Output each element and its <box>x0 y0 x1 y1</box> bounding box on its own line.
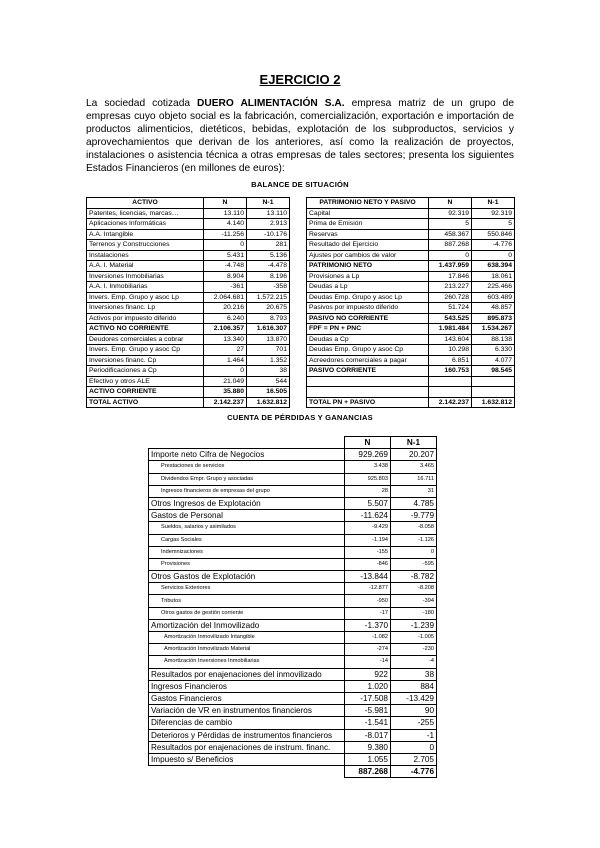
activo-value-n1: 5.136 <box>247 250 290 261</box>
activo-value-n: -361 <box>204 282 247 293</box>
intro-text-post: empresa matriz de un grupo de empresas cuyo objeto social es la fabricación, comercialización, exportación e importación de productos alimenticios, dietéticos, bebidas, explotación de los subproductos, servicios y aprovechamientos que derivan de los anteriores, así como la realización de proyectos, instalaciones o asistencia técnica a otras empresas de tales sectores; presenta los siguientes Estados Financieros (en millones de euros): <box>86 98 514 174</box>
activo-table <box>86 197 290 408</box>
activo-value-n: 35.880 <box>204 387 247 398</box>
pyg-header-n: N <box>345 437 391 449</box>
pyg-row <box>149 668 437 680</box>
pasivo-label-reservas: Reservas <box>307 229 429 240</box>
pasivo-value-n1: 638.394 <box>472 261 515 272</box>
pyg-label-deterioros-y-perdidas-de-instrumentos-financieros: Deterioros y Pérdidas de instrumentos financieros <box>149 729 345 741</box>
pyg-value-n1: -4.776 <box>391 766 437 778</box>
pasivo-value-n: 1.437.959 <box>429 261 472 272</box>
pyg-row <box>149 534 437 546</box>
pyg-label-variacion-de-vr-en-instrumentos-financieros: Variación de VR en instrumentos financieros <box>149 705 345 717</box>
pasivo-label-pasivo-no-corriente: PASIVO NO CORRIENTE <box>307 313 429 324</box>
pyg-row <box>149 741 437 753</box>
pyg-row <box>149 632 437 644</box>
activo-value-n: 0 <box>204 366 247 377</box>
pasivo-value-n: 6.851 <box>429 355 472 366</box>
pyg-label-importe-neto-cifra-de-negocios: Importe neto Cifra de Negocios <box>149 449 345 461</box>
activo-label-inversiones-financ-cp: Inversiones financ. Cp <box>87 355 204 366</box>
pyg-row <box>149 595 437 607</box>
pasivo-row <box>307 324 515 335</box>
activo-value-n1: -4.478 <box>247 261 290 272</box>
activo-row <box>87 282 290 293</box>
pyg-value-n: -1.194 <box>345 534 391 546</box>
pyg-value-n: -155 <box>345 546 391 558</box>
pasivo-value-n1: 1.534.267 <box>472 324 515 335</box>
pasivo-label-total-pn-pasivo: TOTAL PN + PASIVO <box>307 397 429 408</box>
activo-header-n: N <box>204 198 247 209</box>
pyg-value-n: 922 <box>345 668 391 680</box>
activo-value-n: 2.142.237 <box>204 397 247 408</box>
activo-row <box>87 345 290 356</box>
activo-label-patentes-licencias-marcas: Patentes, licencias, marcas… <box>87 208 204 219</box>
pasivo-value-n1: 48.857 <box>472 303 515 314</box>
pyg-label-resultados-por-enajenaciones-del-inmovilizado: Resultados por enajenaciones del inmovilizado <box>149 668 345 680</box>
pyg-value-n: -8.017 <box>345 729 391 741</box>
pyg-value-n: -1.370 <box>345 619 391 631</box>
pyg-label-ingresos-financieros: Ingresos Financieros <box>149 680 345 692</box>
pasivo-value-n: 2.142.237 <box>429 397 472 408</box>
pyg-label-otros-ingresos-de-explotacion: Otros Ingresos de Explotación <box>149 497 345 509</box>
pasivo-value-n1: 1.632.812 <box>472 397 515 408</box>
pasivo-label-deudas-a-lp: Deudas a Lp <box>307 282 429 293</box>
activo-value-n: 2.106.357 <box>204 324 247 335</box>
activo-value-n: 13.110 <box>204 208 247 219</box>
activo-label-inversiones-inmobiliarias: Inversiones Inmobiliarias <box>87 271 204 282</box>
pasivo-label-pasivos-por-impuesto-diferido: Pasivos por impuesto diferido <box>307 303 429 314</box>
pasivo-row <box>307 366 515 377</box>
pasivo-row <box>307 240 515 251</box>
pyg-row <box>149 607 437 619</box>
activo-value-n1: -358 <box>247 282 290 293</box>
pyg-label-otros-gastos-de-explotacion: Otros Gastos de Explotación <box>149 571 345 583</box>
pyg-value-n1: 38 <box>391 668 437 680</box>
pyg-value-n: -17.508 <box>345 692 391 704</box>
pyg-label-gastos-de-personal: Gastos de Personal <box>149 510 345 522</box>
pyg-value-n1: -13.429 <box>391 692 437 704</box>
activo-value-n: 8.904 <box>204 271 247 282</box>
pasivo-label-blank <box>307 387 429 398</box>
pyg-value-n1: -180 <box>391 607 437 619</box>
pyg-value-n: -14 <box>345 656 391 668</box>
pyg-label-otros-gastos-de-gestion-corriente: Otros gastos de gestión corriente <box>149 607 345 619</box>
page-title: EJERCICIO 2 <box>259 72 341 87</box>
pyg-value-n: -950 <box>345 595 391 607</box>
pasivo-value-n1: 98.545 <box>472 366 515 377</box>
pyg-value-n1: 20.207 <box>391 449 437 461</box>
activo-value-n1: 281 <box>247 240 290 251</box>
pyg-label-ingresos-financieros-de-empresas-del-grupo: Ingresos financieros de empresas del grupo <box>149 485 345 497</box>
pasivo-value-n: 160.753 <box>429 366 472 377</box>
pyg-value-n1: -8.782 <box>391 571 437 583</box>
activo-value-n: 5.431 <box>204 250 247 261</box>
pasivo-row <box>307 208 515 219</box>
activo-label-a-a-intangible: A.A. Intangible <box>87 229 204 240</box>
activo-row <box>87 250 290 261</box>
activo-row <box>87 292 290 303</box>
activo-header-label: ACTIVO <box>87 198 204 209</box>
activo-row <box>87 387 290 398</box>
pasivo-value-n: 5 <box>429 219 472 230</box>
pasivo-row <box>307 376 515 387</box>
pasivo-header-label: PATRIMONIO NETO Y PASIVO <box>307 198 429 209</box>
pasivo-value-n1: 5 <box>472 219 515 230</box>
pasivo-label-ajustes-por-cambios-de-valor: Ajustes por cambios de valor <box>307 250 429 261</box>
pasivo-row <box>307 229 515 240</box>
pyg-value-n1: -8.208 <box>391 583 437 595</box>
pyg-row <box>149 644 437 656</box>
activo-value-n: -4.748 <box>204 261 247 272</box>
pyg-row <box>149 558 437 570</box>
pyg-header-n1: N-1 <box>391 437 437 449</box>
activo-label-invers-emp-grupo-y-asoc-lp: Invers. Emp. Grupo y asoc Lp <box>87 292 204 303</box>
pasivo-value-n1 <box>472 387 515 398</box>
pyg-row <box>149 485 437 497</box>
pyg-value-n: 925.803 <box>345 473 391 485</box>
company-name: DUERO ALIMENTACIÓN S.A. <box>197 98 345 109</box>
pyg-label-gastos-financieros: Gastos Financieros <box>149 692 345 704</box>
pyg-value-n: 3.438 <box>345 461 391 473</box>
pyg-label-amortizacion-del-inmovilizado: Amortización del Inmovilizado <box>149 619 345 631</box>
pasivo-value-n: 51.724 <box>429 303 472 314</box>
activo-value-n: 1.464 <box>204 355 247 366</box>
pasivo-label-deudas-emp-grupo-y-asoc-lp: Deudas Emp. Grupo y asoc Lp <box>307 292 429 303</box>
pyg-value-n1: 3.465 <box>391 461 437 473</box>
pasivo-value-n: 92.319 <box>429 208 472 219</box>
activo-value-n1: 1.572.215 <box>247 292 290 303</box>
pyg-label-prestaciones-de-servicios: Prestaciones de servicios <box>149 461 345 473</box>
pyg-value-n1: -1.126 <box>391 534 437 546</box>
pyg-value-n: -1.082 <box>345 632 391 644</box>
activo-value-n: 20.216 <box>204 303 247 314</box>
activo-row <box>87 271 290 282</box>
pasivo-value-n1: 88.138 <box>472 334 515 345</box>
activo-value-n1: 13.110 <box>247 208 290 219</box>
pyg-value-n1: -230 <box>391 644 437 656</box>
activo-value-n1: 20.675 <box>247 303 290 314</box>
pasivo-label-patrimonio-neto: PATRIMONIO NETO <box>307 261 429 272</box>
activo-value-n: 13.340 <box>204 334 247 345</box>
pyg-row <box>149 571 437 583</box>
pyg-label-servicios-exteriores: Servicios Exteriores <box>149 583 345 595</box>
pyg-value-n1: -595 <box>391 558 437 570</box>
balance-title: BALANCE DE SITUACIÓN <box>251 180 349 189</box>
activo-label-activo-no-corriente: ACTIVO NO CORRIENTE <box>87 324 204 335</box>
pyg-row <box>149 692 437 704</box>
pasivo-row <box>307 355 515 366</box>
pyg-label-impuesto-s-beneficios: Impuesto s/ Beneficios <box>149 753 345 765</box>
pasivo-value-n: 213.227 <box>429 282 472 293</box>
pasivo-row <box>307 292 515 303</box>
pyg-value-n1: -8.058 <box>391 522 437 534</box>
pyg-value-n: 1.020 <box>345 680 391 692</box>
activo-value-n1: 701 <box>247 345 290 356</box>
pyg-row <box>149 583 437 595</box>
intro-paragraph <box>86 98 514 175</box>
activo-label-a-a-i-inmobiliarias: A.A. I. Inmobiliarias <box>87 282 204 293</box>
pyg-row <box>149 766 437 778</box>
activo-row <box>87 324 290 335</box>
pyg-value-n1: -1 <box>391 729 437 741</box>
pasivo-row <box>307 282 515 293</box>
pyg-label-provisiones: Provisiones <box>149 558 345 570</box>
pyg-label-resultados-por-enajenaciones-de-instrum-financ: Resultados por enajenaciones de instrum. financ. <box>149 741 345 753</box>
pyg-row <box>149 449 437 461</box>
pasivo-value-n: 1.981.484 <box>429 324 472 335</box>
activo-label-invers-emp-grupo-y-asoc-cp: Invers. Emp. Grupo y asoc Cp <box>87 345 204 356</box>
pasivo-row <box>307 261 515 272</box>
pasivo-row <box>307 334 515 345</box>
activo-row <box>87 334 290 345</box>
pasivo-value-n: 10.298 <box>429 345 472 356</box>
pyg-value-n: -11.624 <box>345 510 391 522</box>
pyg-value-n1: 16.711 <box>391 473 437 485</box>
activo-value-n1: 2.913 <box>247 219 290 230</box>
pasivo-header-n: N <box>429 198 472 209</box>
pyg-label-amortizacion-inversiones-inmobiliarias: Amortización Inversiones Inmobiliarias <box>149 656 345 668</box>
activo-label-instalaciones: Instalaciones <box>87 250 204 261</box>
activo-value-n1: 544 <box>247 376 290 387</box>
pyg-row <box>149 656 437 668</box>
activo-row <box>87 240 290 251</box>
pyg-value-n: 1.055 <box>345 753 391 765</box>
activo-row <box>87 208 290 219</box>
activo-value-n1: 16.505 <box>247 387 290 398</box>
activo-value-n1: 38 <box>247 366 290 377</box>
pasivo-header-n1: N-1 <box>472 198 515 209</box>
pyg-label-amortizacion-inmovilizado-material: Amortización Inmovilizado Material <box>149 644 345 656</box>
pyg-value-n: -1.541 <box>345 717 391 729</box>
activo-value-n1: 8.793 <box>247 313 290 324</box>
activo-label-a-a-i-material: A.A. I. Material <box>87 261 204 272</box>
pasivo-table <box>306 197 515 408</box>
pasivo-value-n: 0 <box>429 250 472 261</box>
activo-row <box>87 261 290 272</box>
activo-value-n: 4.140 <box>204 219 247 230</box>
activo-row <box>87 366 290 377</box>
pyg-value-n: -12.877 <box>345 583 391 595</box>
activo-value-n: -11.256 <box>204 229 247 240</box>
pasivo-label-deudas-emp-grupo-y-asoc-cp: Deudas Emp. Grupo y asoc Cp <box>307 345 429 356</box>
pyg-row <box>149 473 437 485</box>
pyg-row <box>149 729 437 741</box>
activo-value-n1: 13.870 <box>247 334 290 345</box>
pyg-row <box>149 619 437 631</box>
activo-header-n1: N-1 <box>247 198 290 209</box>
pasivo-value-n: 543.525 <box>429 313 472 324</box>
pasivo-value-n1: 895.873 <box>472 313 515 324</box>
activo-value-n: 6.240 <box>204 313 247 324</box>
activo-value-n1: 8.196 <box>247 271 290 282</box>
pasivo-label-resultado-del-ejercicio: Resultado del Ejercicio <box>307 240 429 251</box>
pasivo-row <box>307 250 515 261</box>
activo-label-aplicaciones-informaticas: Aplicaciones Informáticas <box>87 219 204 230</box>
pasivo-label-pasivo-corriente: PASIVO CORRIENTE <box>307 366 429 377</box>
pasivo-row <box>307 303 515 314</box>
activo-label-deudores-comerciales-a-cobrar: Deudores comerciales a cobrar <box>87 334 204 345</box>
pasivo-value-n1: 0 <box>472 250 515 261</box>
pyg-value-n: 9.380 <box>345 741 391 753</box>
pyg-label-amortizacion-inmovilizado-intangible: Amortización Inmovilizado Intangible <box>149 632 345 644</box>
activo-row <box>87 313 290 324</box>
pyg-header-label <box>149 437 345 449</box>
pyg-value-n: -13.844 <box>345 571 391 583</box>
pasivo-value-n1: 225.466 <box>472 282 515 293</box>
pasivo-row <box>307 219 515 230</box>
pasivo-value-n: 887.268 <box>429 240 472 251</box>
pasivo-value-n: 17.846 <box>429 271 472 282</box>
pyg-row <box>149 522 437 534</box>
pyg-table <box>148 436 437 778</box>
pyg-value-n1: -1.239 <box>391 619 437 631</box>
pasivo-label-fpf-pn-pnc: FPF = PN + PNC <box>307 324 429 335</box>
pasivo-label-acreedores-comerciales-a-pagar: Acreedores comerciales a pagar <box>307 355 429 366</box>
pyg-value-n: 5.507 <box>345 497 391 509</box>
pasivo-label-capital: Capital <box>307 208 429 219</box>
pyg-value-n1: 2.705 <box>391 753 437 765</box>
pyg-value-n1: 884 <box>391 680 437 692</box>
pyg-value-n1: 0 <box>391 546 437 558</box>
intro-text-pre: La sociedad cotizada <box>86 98 198 109</box>
pyg-value-n: -5.981 <box>345 705 391 717</box>
pyg-row <box>149 753 437 765</box>
pyg-label-blank <box>149 766 345 778</box>
activo-row <box>87 376 290 387</box>
pasivo-value-n: 143.604 <box>429 334 472 345</box>
pasivo-value-n1: 92.319 <box>472 208 515 219</box>
pasivo-value-n <box>429 387 472 398</box>
pyg-value-n: 929.269 <box>345 449 391 461</box>
pyg-label-sueldos-salarios-y-asimilados: Sueldos, salarios y asimilados <box>149 522 345 534</box>
pyg-label-diferencias-de-cambio: Diferencias de cambio <box>149 717 345 729</box>
activo-row <box>87 229 290 240</box>
pyg-value-n: 28 <box>345 485 391 497</box>
activo-value-n1: 1.632.812 <box>247 397 290 408</box>
pasivo-row <box>307 313 515 324</box>
activo-row <box>87 355 290 366</box>
pyg-value-n1: -9.779 <box>391 510 437 522</box>
activo-value-n: 0 <box>204 240 247 251</box>
pasivo-value-n1: -4.776 <box>472 240 515 251</box>
pasivo-value-n1 <box>472 376 515 387</box>
activo-row <box>87 397 290 408</box>
pasivo-label-provisiones-a-lp: Provisiones a Lp <box>307 271 429 282</box>
pyg-value-n: -17 <box>345 607 391 619</box>
activo-label-inversiones-financ-lp: Inversiones financ. Lp <box>87 303 204 314</box>
pyg-label-tributos: Tributos <box>149 595 345 607</box>
pasivo-value-n: 458.367 <box>429 229 472 240</box>
pyg-label-dividendos-empr-grupo-y-asociadas: Dividendos Empr. Grupo y asociadas <box>149 473 345 485</box>
pasivo-value-n1: 4.077 <box>472 355 515 366</box>
pyg-row <box>149 680 437 692</box>
pyg-value-n1: -1.005 <box>391 632 437 644</box>
pasivo-value-n1: 18.061 <box>472 271 515 282</box>
activo-label-activos-por-impuesto-diferido: Activos por impuesto diferido <box>87 313 204 324</box>
pyg-value-n1: 90 <box>391 705 437 717</box>
pyg-row <box>149 705 437 717</box>
activo-row <box>87 303 290 314</box>
pyg-value-n: 887.268 <box>345 766 391 778</box>
activo-value-n: 2.064.681 <box>204 292 247 303</box>
activo-value-n: 27 <box>204 345 247 356</box>
pyg-row <box>149 717 437 729</box>
pyg-row <box>149 497 437 509</box>
activo-label-total-activo: TOTAL ACTIVO <box>87 397 204 408</box>
activo-value-n: 21.049 <box>204 376 247 387</box>
pasivo-value-n1: 603.489 <box>472 292 515 303</box>
activo-value-n1: -10.176 <box>247 229 290 240</box>
pyg-value-n1: -4 <box>391 656 437 668</box>
pyg-label-indemnizaciones: Indemnizaciones <box>149 546 345 558</box>
pyg-value-n1: 31 <box>391 485 437 497</box>
activo-label-efectivo-y-otros-ale: Efectivo y otros ALE <box>87 376 204 387</box>
pyg-label-cargas-sociales: Cargas Sociales <box>149 534 345 546</box>
pasivo-row <box>307 271 515 282</box>
pasivo-row <box>307 345 515 356</box>
pasivo-value-n1: 6.330 <box>472 345 515 356</box>
pyg-value-n: -846 <box>345 558 391 570</box>
activo-value-n1: 1.352 <box>247 355 290 366</box>
activo-label-activo-corriente: ACTIVO CORRIENTE <box>87 387 204 398</box>
activo-row <box>87 219 290 230</box>
pyg-value-n1: 4.785 <box>391 497 437 509</box>
pyg-value-n: -274 <box>345 644 391 656</box>
pyg-value-n1: -255 <box>391 717 437 729</box>
pyg-row <box>149 546 437 558</box>
pasivo-value-n1: 550.846 <box>472 229 515 240</box>
pyg-row <box>149 510 437 522</box>
activo-label-periodificaciones-a-cp: Periodificaciones a Cp <box>87 366 204 377</box>
pasivo-row <box>307 397 515 408</box>
pasivo-value-n: 260.728 <box>429 292 472 303</box>
pyg-row <box>149 461 437 473</box>
pasivo-label-deudas-a-cp: Deudas a Cp <box>307 334 429 345</box>
pyg-value-n1: -394 <box>391 595 437 607</box>
pasivo-value-n <box>429 376 472 387</box>
activo-label-terrenos-y-construcciones: Terrenos y Construcciones <box>87 240 204 251</box>
pasivo-label-prima-de-emision: Prima de Emisión <box>307 219 429 230</box>
pyg-title: CUENTA DE PÉRDIDAS Y GANANCIAS <box>227 413 373 422</box>
pasivo-row <box>307 387 515 398</box>
activo-value-n1: 1.616.307 <box>247 324 290 335</box>
pyg-value-n: -9.429 <box>345 522 391 534</box>
pasivo-label-blank <box>307 376 429 387</box>
pyg-value-n1: 0 <box>391 741 437 753</box>
